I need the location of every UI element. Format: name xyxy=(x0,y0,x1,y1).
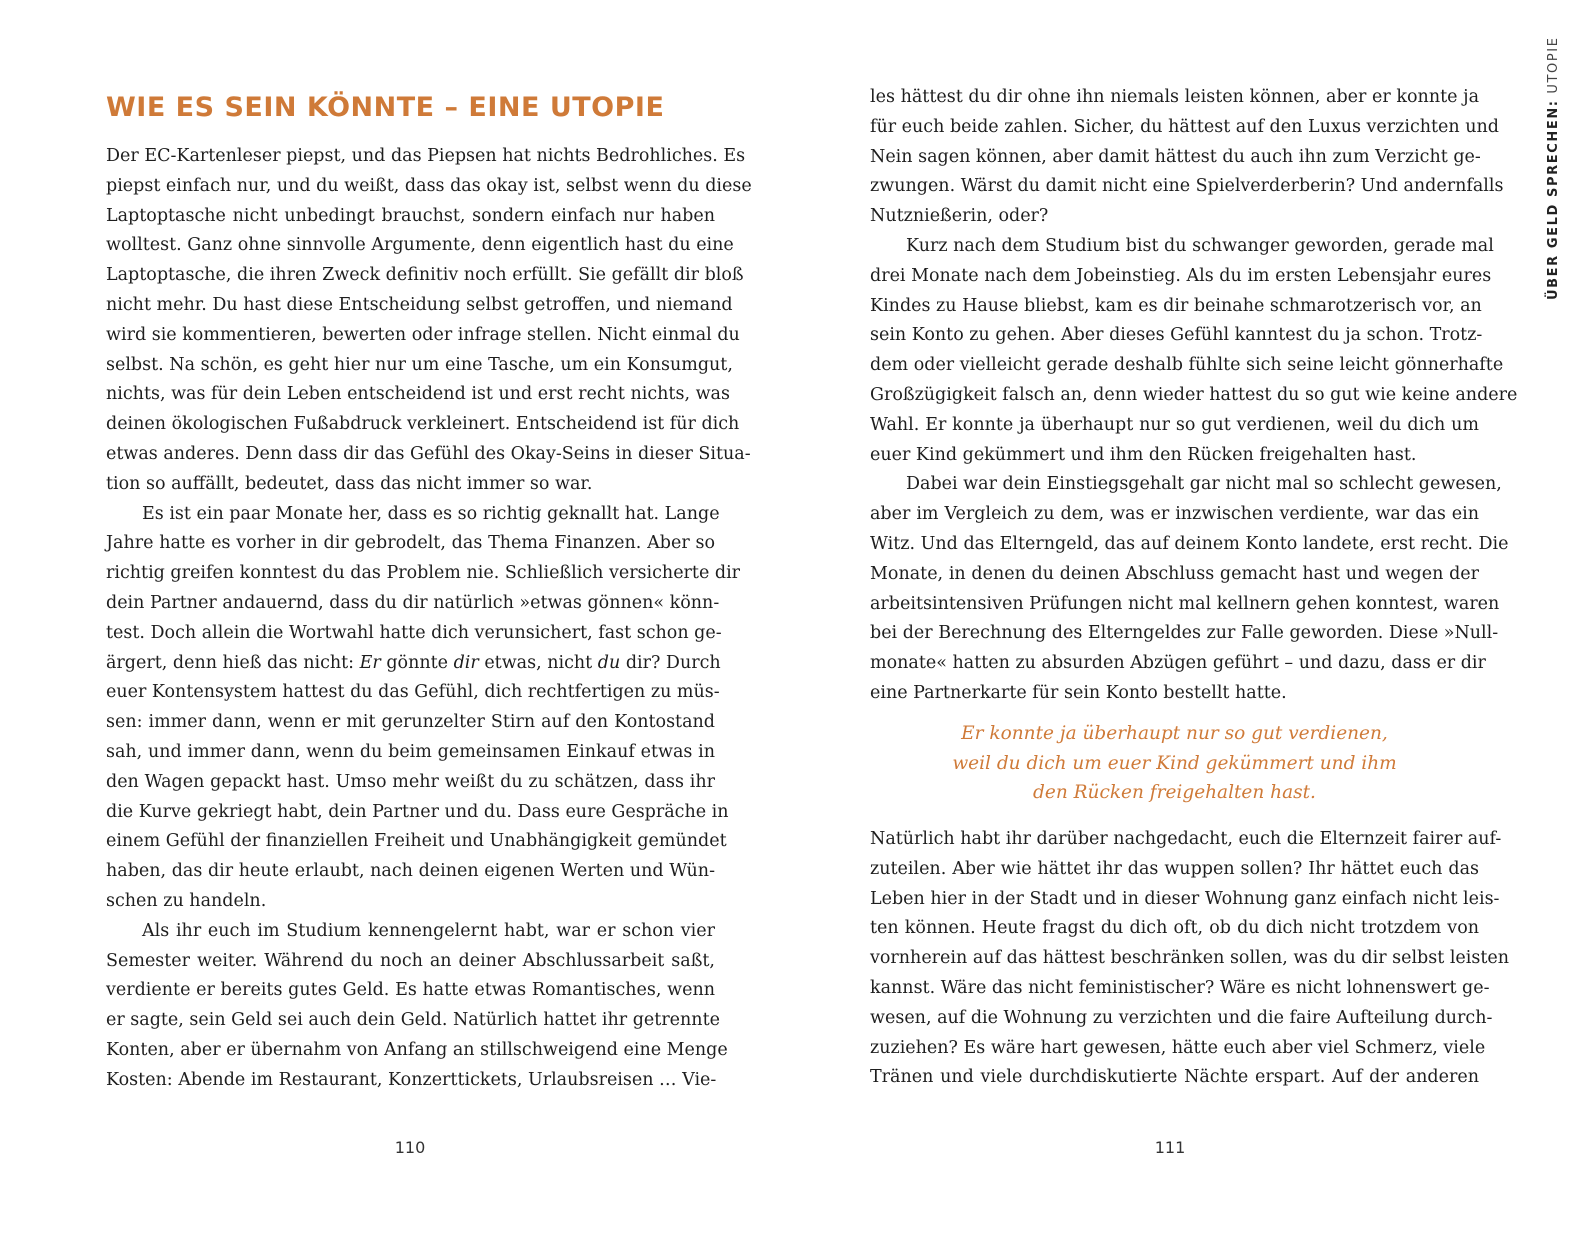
text-line: die Kurve gekriegt habt, dein Partner und du. Dass eure Gespräche in xyxy=(106,801,729,822)
text-line: Jahre hatte es vorher in dir gebrodelt, das Thema Finanzen. Aber so xyxy=(106,533,715,554)
text-line: Nein sagen können, aber damit hättest du auch ihn zum Verzicht ge- xyxy=(870,146,1481,167)
text-line: etwas anderes. Denn dass dir das Gefühl des Okay-Seins in dieser Situa- xyxy=(106,444,751,464)
text-line: wesen, auf die Wohnung zu verzichten und die faire Aufteilung durch- xyxy=(870,1007,1493,1028)
text-line: wird sie kommentieren, bewerten oder infrage stellen. Nicht einmal du xyxy=(106,324,740,345)
text-line: Leben hier in der Stadt und in dieser Wohnung ganz einfach nicht leis- xyxy=(870,888,1500,909)
text-line: Tränen und viele durchdiskutierte Nächte erspart. Auf der anderen xyxy=(870,1067,1479,1088)
text-line: nichts, was für dein Leben entscheidend ist und erst recht nichts, was xyxy=(106,384,730,405)
text-line: einem Gefühl der finanziellen Freiheit und Unabhängigkeit gemündet xyxy=(106,831,727,852)
text-line: Kosten: Abende im Restaurant, Konzerttickets, Urlaubsreisen … Vie- xyxy=(106,1069,717,1090)
text-line: aber im Vergleich zu dem, was er inzwischen verdiente, war das ein xyxy=(870,504,1479,525)
text-line: schen zu handeln. xyxy=(106,891,267,911)
text-line: Kindes zu Hause bliebst, kam es dir beinahe schmarotzerisch vor, an xyxy=(870,295,1482,316)
text-line: Monate, in denen du deinen Abschluss gemacht hast und wegen der xyxy=(870,563,1479,584)
text-line: verdiente er bereits gutes Geld. Es hatte etwas Romantisches, wenn xyxy=(106,980,715,1001)
text-line: Der EC-Kartenleser piepst, und das Piepsen hat nichts Bedrohliches. Es xyxy=(106,146,746,166)
text-line: Dabei war dein Einstiegsgehalt gar nicht mal so schlecht gewesen, xyxy=(906,474,1502,495)
text-line: deinen ökologischen Fußabdruck verkleinert. Entscheidend ist für dich xyxy=(106,414,740,435)
text-line: Nutznießerin, oder? xyxy=(870,206,1049,227)
text-line: dem oder vielleicht gerade deshalb fühlte sich seine leicht gönnerhafte xyxy=(870,355,1504,376)
text-line: zuziehen? Es wäre hart gewesen, hätte euch aber viel Schmerz, viele xyxy=(870,1037,1486,1058)
page-number-left: 110 xyxy=(394,1138,426,1157)
text-line: Es ist ein paar Monate her, dass es so richtig geknallt hat. Lange xyxy=(142,503,720,524)
pull-quote-line: Er konnte ja überhaupt nur so gut verdienen, xyxy=(961,723,1388,744)
text-line: den Wagen gepackt hast. Umso mehr weißt du zu schätzen, dass ihr xyxy=(106,771,715,792)
text-line: Als ihr euch im Studium kennengelernt habt, war er schon vier xyxy=(142,920,715,941)
running-head xyxy=(1543,36,1565,300)
text-line: zwungen. Wärst du damit nicht eine Spielverderberin? Und andernfalls xyxy=(870,176,1504,197)
text-line: euer Kontensystem hattest du das Gefühl, dich rechtfertigen zu müs- xyxy=(106,682,720,703)
text-line: bei der Berechnung des Elterngeldes zur Falle geworden. Diese »Null- xyxy=(870,623,1499,644)
text-line: ten können. Heute fragst du dich oft, ob du dich nicht trotzdem von xyxy=(870,918,1479,939)
pull-quote-line: weil du dich um euer Kind gekümmert und ihm xyxy=(952,752,1397,774)
text-line: richtig greifen konntest du das Problem nie. Schließlich versicherte dir xyxy=(106,563,741,584)
text-line: sen: immer dann, wenn er mit gerunzelter Stirn auf den Kontostand xyxy=(106,712,715,733)
text-line: sein Konto zu gehen. Aber dieses Gefühl kanntest du ja schon. Trotz- xyxy=(870,325,1483,346)
text-line: les hättest du dir ohne ihn niemals leisten können, aber er konnte ja xyxy=(870,87,1479,107)
text-line: drei Monate nach dem Jobeinstieg. Als du im ersten Lebensjahr eures xyxy=(870,265,1492,286)
chapter-heading: WIE ES SEIN KÖNNTE – EINE UTOPIE xyxy=(106,92,665,123)
page-number-right: 111 xyxy=(1154,1138,1186,1157)
text-line: piepst einfach nur, und du weißt, dass das okay ist, selbst wenn du diese xyxy=(106,175,752,196)
text-line: eine Partnerkarte für sein Konto bestellt hatte. xyxy=(870,683,1287,703)
right-page xyxy=(797,0,1594,1240)
text-line: test. Doch allein die Wortwahl hatte dich verunsichert, fast schon ge- xyxy=(106,622,722,643)
text-line: er sagte, sein Geld sei auch dein Geld. Natürlich hattet ihr getrennte xyxy=(106,1010,720,1031)
text-line: Laptoptasche nicht unbedingt brauchst, sondern einfach nur haben xyxy=(106,205,715,226)
text-line: tion so auffällt, bedeutet, dass das nicht immer so war. xyxy=(106,473,593,494)
pull-quote-line: den Rücken freigehalten hast. xyxy=(1033,782,1316,803)
text-line: Laptoptasche, die ihren Zweck definitiv noch erfüllt. Sie gefällt dir bloß xyxy=(106,265,744,286)
text-line: vornherein auf das hättest beschränken sollen, was du dir selbst leisten xyxy=(870,948,1510,969)
text-line: Kurz nach dem Studium bist du schwanger geworden, gerade mal xyxy=(906,236,1494,256)
text-line: für euch beide zahlen. Sicher, du hättest auf den Luxus verzichten und xyxy=(870,116,1499,137)
text-line: euer Kind gekümmert und ihm den Rücken freigehalten hast. xyxy=(870,444,1417,465)
text-line: ärgert, denn hieß das nicht: Er gönnte dir etwas, nicht du dir? Durch xyxy=(106,652,721,673)
text-line: sah, und immer dann, wenn du beim gemeinsamen Einkauf etwas in xyxy=(106,742,715,762)
text-line: Natürlich habt ihr darüber nachgedacht, euch die Elternzeit fairer auf- xyxy=(870,829,1502,849)
text-line: monate« hatten zu absurden Abzügen geführt – und dazu, dass er dir xyxy=(870,653,1486,674)
text-line: arbeitsintensiven Prüfungen nicht mal kellnern gehen konntest, waren xyxy=(870,593,1500,614)
text-line: Konten, aber er übernahm von Anfang an stillschweigend eine Menge xyxy=(106,1040,728,1060)
running-head-chapter: UTOPIE xyxy=(1546,36,1561,94)
text-line: Großzügigkeit falsch an, denn wieder hattest du so gut wie keine andere xyxy=(870,385,1518,405)
text-line: kannst. Wäre das nicht feministischer? Wäre es nicht lohnenswert ge- xyxy=(870,978,1490,998)
text-line: Witz. Und das Elterngeld, das auf deinem Konto landete, erst recht. Die xyxy=(870,534,1509,554)
text-line: selbst. Na schön, es geht hier nur um eine Tasche, um ein Konsumgut, xyxy=(106,354,733,375)
text-line: Semester weiter. Während du noch an deiner Abschlussarbeit saßt, xyxy=(106,950,715,971)
text-line: dein Partner andauernd, dass du dir natürlich »etwas gönnen« könn- xyxy=(106,593,720,613)
text-line: Wahl. Er konnte ja überhaupt nur so gut verdienen, weil du dich um xyxy=(870,414,1479,435)
text-line: wolltest. Ganz ohne sinnvolle Argumente, denn eigentlich hast du eine xyxy=(106,235,734,256)
text-line: haben, das dir heute erlaubt, nach deinen eigenen Werten und Wün- xyxy=(106,861,715,882)
running-head-part: ÜBER GELD SPRECHEN: xyxy=(1546,99,1561,300)
text-line: zuteilen. Aber wie hättet ihr das wuppen sollen? Ihr hättet euch das xyxy=(870,858,1479,879)
text-line: nicht mehr. Du hast diese Entscheidung selbst getroffen, und niemand xyxy=(106,295,733,315)
